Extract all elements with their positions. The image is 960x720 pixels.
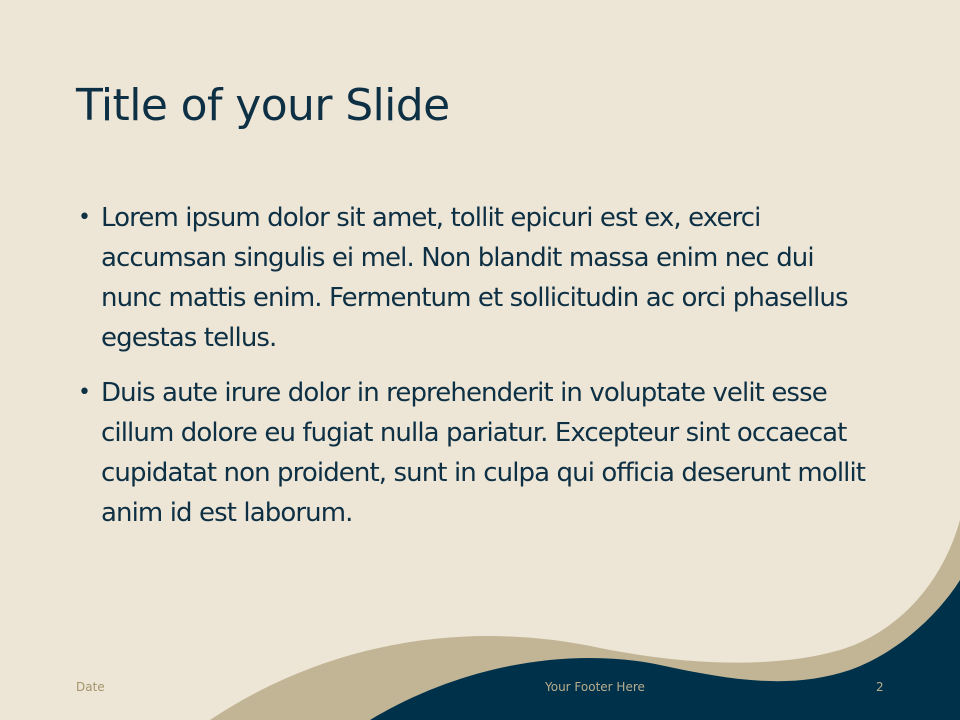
bullet-list (78, 198, 878, 548)
page-number: 2 (876, 680, 884, 694)
bullet-item: • Duis aute irure dolor in reprehenderit in voluptate velit esse cillum dolore eu fugiat nulla pariatur. Excepteur sint occaecat cupidatat non proident, sunt in culpa qui officia deserunt mollit anim id est laborum. (78, 373, 878, 533)
slide-title: Title of your Slide (76, 80, 450, 131)
bullet-item: • Lorem ipsum dolor sit amet, tollit epicuri est ex, exerci accumsan singulis ei mel. Non blandit massa enim nec dui nunc mattis enim. Fermentum et sollicitudin ac orci phasellus egestas tellus. (78, 198, 878, 358)
footer-date: Date (76, 680, 105, 694)
footer-text: Your Footer Here (545, 680, 645, 694)
